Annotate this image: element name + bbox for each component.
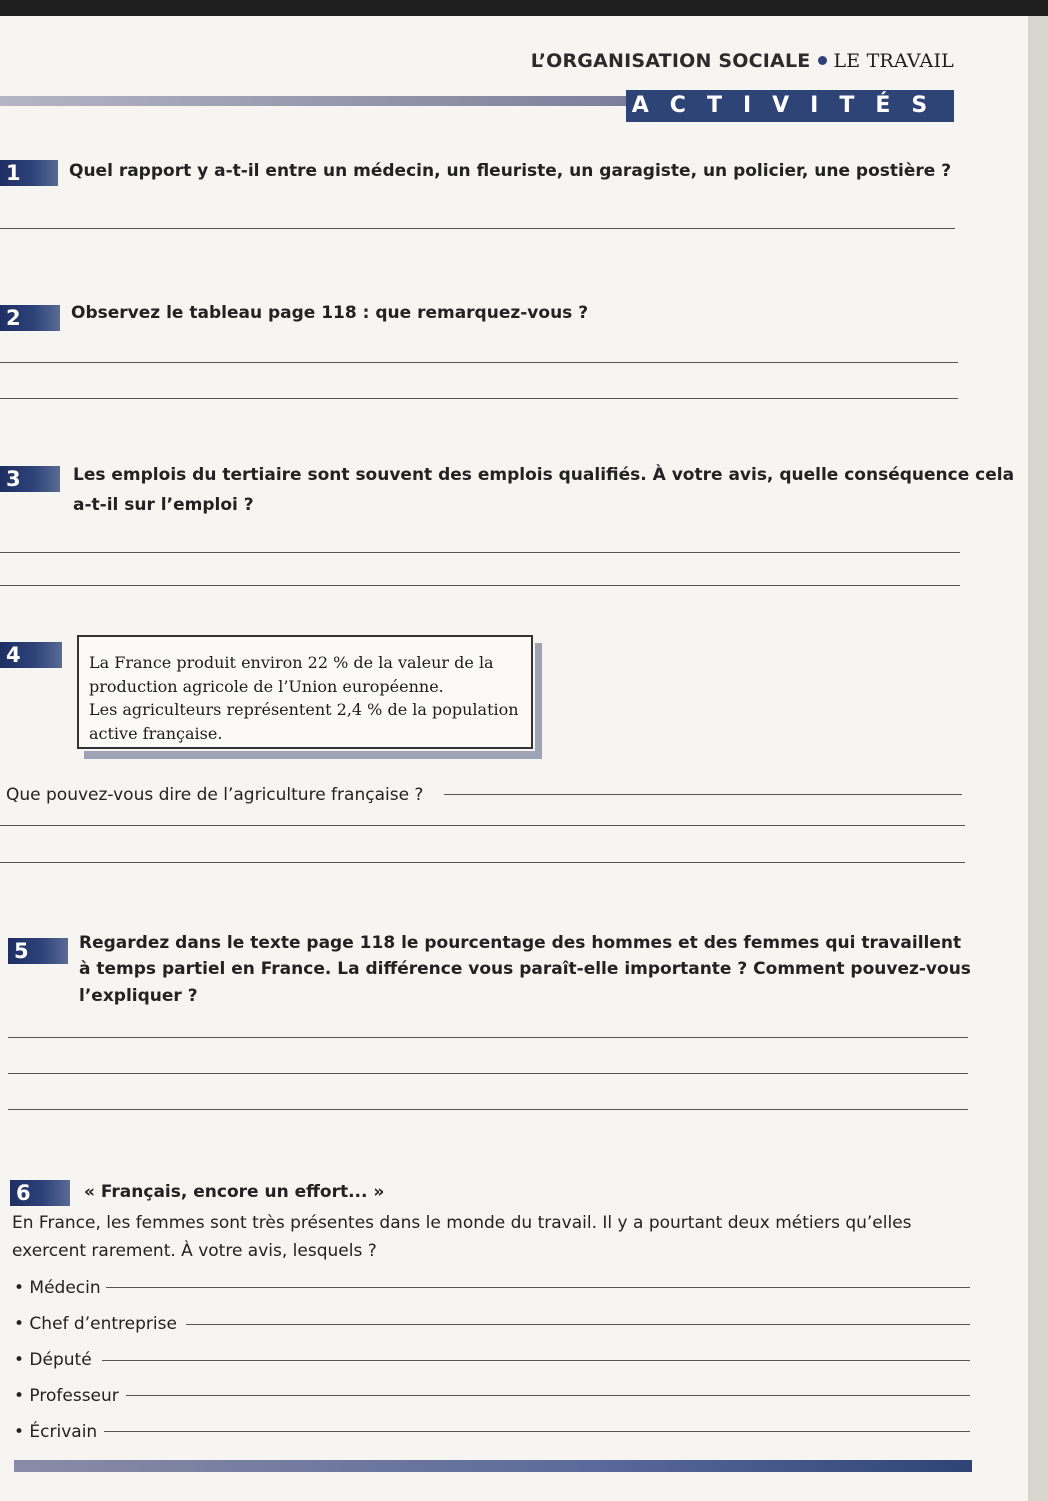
question-number-3: 3 bbox=[0, 466, 60, 492]
answer-line[interactable] bbox=[8, 1109, 968, 1110]
header-band bbox=[0, 96, 626, 106]
box-shadow bbox=[84, 751, 542, 759]
answer-line[interactable] bbox=[0, 362, 958, 363]
box-shadow bbox=[535, 643, 542, 759]
question-3-line-2: a-t-il sur l’emploi ? bbox=[73, 495, 254, 515]
question-6-line-2: exercent rarement. À votre avis, lesquels ? bbox=[12, 1241, 377, 1261]
box-line: Les agriculteurs représentent 2,4 % de la population bbox=[89, 700, 519, 719]
question-1-text: Quel rapport y a-t-il entre un médecin, un fleuriste, un garagiste, un policier, une postière ? bbox=[69, 161, 952, 181]
answer-line[interactable] bbox=[0, 398, 958, 399]
footer-band bbox=[14, 1460, 972, 1472]
question-6-title: « Français, encore un effort... » bbox=[84, 1182, 385, 1202]
box-line: production agricole de l’Union européenne. bbox=[89, 676, 444, 696]
option-item: • Médecin bbox=[14, 1278, 101, 1298]
section-title: L’ORGANISATION SOCIALE bbox=[530, 50, 811, 72]
question-number-4: 4 bbox=[0, 642, 62, 668]
answer-line[interactable] bbox=[186, 1324, 970, 1325]
question-number-6: 6 bbox=[10, 1180, 70, 1206]
answer-line[interactable] bbox=[0, 585, 960, 586]
answer-line[interactable] bbox=[8, 1037, 968, 1038]
page-edge bbox=[1028, 16, 1048, 1501]
question-5-line-1: Regardez dans le texte page 118 le pourcentage des hommes et des femmes qui travaillent bbox=[79, 933, 962, 953]
question-3-line-1: Les emplois du tertiaire sont souvent des emplois qualifiés. À votre avis, quelle conséquence cela bbox=[73, 465, 1015, 485]
answer-line[interactable] bbox=[8, 1073, 968, 1074]
option-item: • Député bbox=[14, 1350, 92, 1370]
bullet-dot-icon bbox=[818, 56, 827, 65]
option-item: • Écrivain bbox=[14, 1422, 98, 1442]
answer-line[interactable] bbox=[0, 552, 960, 553]
page-header bbox=[531, 50, 954, 72]
answer-line[interactable] bbox=[0, 228, 955, 229]
question-6-line-1: En France, les femmes sont très présentes dans le monde du travail. Il y a pourtant deux métiers qu’elles bbox=[12, 1213, 912, 1233]
answer-line[interactable] bbox=[102, 1360, 970, 1361]
question-number-1: 1 bbox=[0, 160, 58, 186]
question-number-2: 2 bbox=[0, 305, 60, 331]
answer-line[interactable] bbox=[0, 825, 965, 826]
question-4-text: Que pouvez-vous dire de l’agriculture française ? bbox=[6, 785, 424, 805]
option-item: • Chef d’entreprise bbox=[14, 1314, 177, 1334]
option-item: • Professeur bbox=[14, 1386, 119, 1406]
question-2-text: Observez le tableau page 118 : que remarquez-vous ? bbox=[71, 303, 589, 323]
topic-title: LE TRAVAIL bbox=[833, 50, 954, 72]
answer-line[interactable] bbox=[126, 1395, 970, 1396]
question-number-5: 5 bbox=[8, 938, 68, 964]
answer-line[interactable] bbox=[0, 862, 965, 863]
answer-line[interactable] bbox=[104, 1431, 970, 1432]
activities-banner: ACTIVITÉS bbox=[626, 90, 954, 122]
workbook-page bbox=[0, 16, 1028, 1501]
box-line: La France produit environ 22 % de la valeur de la bbox=[89, 653, 494, 672]
answer-line[interactable] bbox=[444, 794, 962, 795]
question-5-line-3: l’expliquer ? bbox=[79, 986, 198, 1006]
box-line: active française. bbox=[89, 723, 223, 743]
statistics-box bbox=[77, 635, 533, 749]
question-5-line-2: à temps partiel en France. La différence vous paraît-elle importante ? Comment pouvez-vous bbox=[79, 959, 971, 979]
answer-line[interactable] bbox=[106, 1287, 970, 1288]
